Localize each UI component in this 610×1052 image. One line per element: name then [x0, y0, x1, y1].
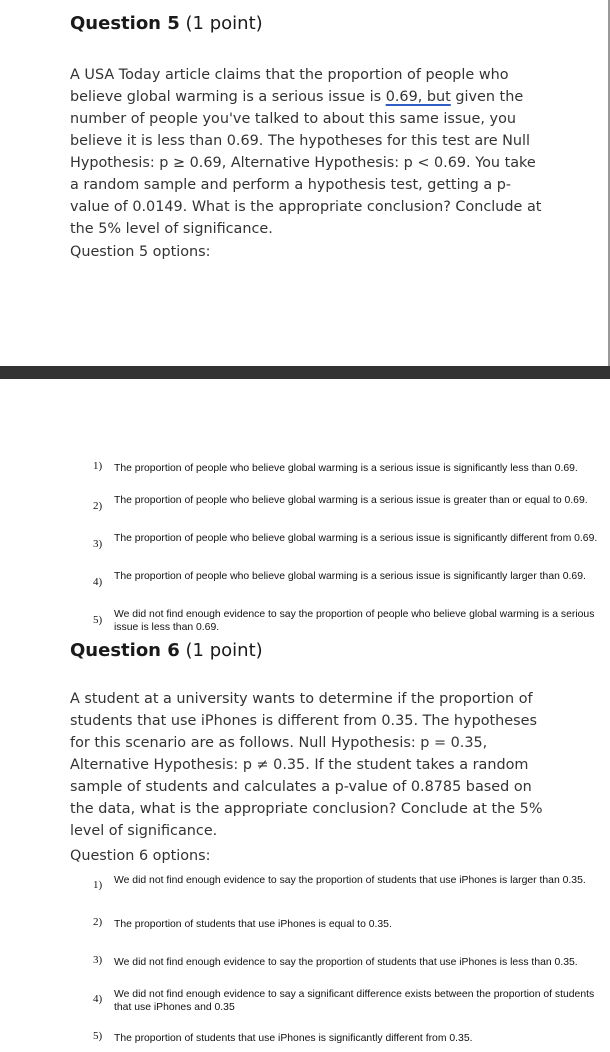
q5-option-4-number: 4) — [93, 576, 103, 588]
q5-option-1-number: 1) — [93, 460, 103, 472]
question-5-body-before: A USA Today article claims that the proportion of people who believe global warming is a serious issue is — [70, 67, 509, 105]
question-6-options-label: Question 6 options: — [70, 848, 211, 864]
q6-option-2-text: The proportion of students that use iPhones is equal to 0.35. — [114, 919, 392, 930]
q6-option-4-text: We did not find enough evidence to say a significant difference exists between the proportion of students that use iPhones and 0.35 — [114, 989, 595, 1013]
page-separator — [0, 366, 610, 379]
question-6-points: (1 point) — [179, 640, 263, 661]
q6-option-4-number: 4) — [93, 993, 103, 1005]
q5-option-5-number: 5) — [93, 614, 103, 626]
q5-option-3-number: 3) — [93, 538, 103, 550]
q6-option-1-number: 1) — [93, 879, 103, 891]
q5-option-5-text: We did not find enough evidence to say the proportion of people who believe global warming is a serious issue is less than 0.69. — [114, 609, 595, 633]
question-5-title-bold: Question 5 — [70, 13, 180, 34]
question-5-body — [70, 64, 545, 240]
q5-option-1-text: The proportion of people who believe global warming is a serious issue is significantly less than 0.69. — [114, 463, 578, 474]
q5-option-4-text: The proportion of people who believe global warming is a serious issue is significantly larger than 0.69. — [114, 571, 586, 582]
question-5-options-label: Question 5 options: — [70, 244, 211, 260]
question-5-title — [70, 13, 263, 34]
question-6-title-bold: Question 6 — [70, 640, 180, 661]
q6-option-5-text: The proportion of students that use iPhones is significantly different from 0.35. — [114, 1033, 473, 1044]
q6-option-1-text: We did not find enough evidence to say the proportion of students that use iPhones is larger than 0.35. — [114, 875, 586, 886]
q5-option-2-text: The proportion of people who believe global warming is a serious issue is greater than or equal to 0.69. — [114, 495, 588, 506]
question-5-points: (1 point) — [179, 13, 263, 34]
q6-option-5-number: 5) — [93, 1030, 103, 1042]
question-5-body-after: given the number of people you've talked to about this same issue, you believe it is less than 0.69. The hypotheses for this test are Null Hypothesis: p ≥ 0.69, Alternative Hypothesis: p < 0.69. You take a random sample and perform a hypothesis test, getting a p-value of 0.0149. What is the appropriate conclusion? Conclude at the 5% level of significance. — [70, 89, 542, 237]
question-5-body-underlined: 0.69, but — [385, 89, 451, 105]
q6-option-3-text: We did not find enough evidence to say the proportion of students that use iPhones is less than 0.35. — [114, 957, 578, 968]
question-6-title — [70, 640, 263, 661]
q6-option-3-number: 3) — [93, 954, 103, 966]
q5-option-2-number: 2) — [93, 500, 103, 512]
q6-option-2-number: 2) — [93, 916, 103, 928]
question-6-body: A student at a university wants to determine if the proportion of students that use iPhones is different from 0.35. The hypotheses for this scenario are as follows. Null Hypothesis: p = 0.35, Alternative Hypothesis: p ≠ 0.35. If the student takes a random sample of students and calculates a p-value of 0.8785 based on the data, what is the appropriate conclusion? Conclude at the 5% level of significance. — [70, 691, 543, 839]
q5-option-3-text: The proportion of people who believe global warming is a serious issue is significantly different from 0.69. — [114, 533, 598, 544]
